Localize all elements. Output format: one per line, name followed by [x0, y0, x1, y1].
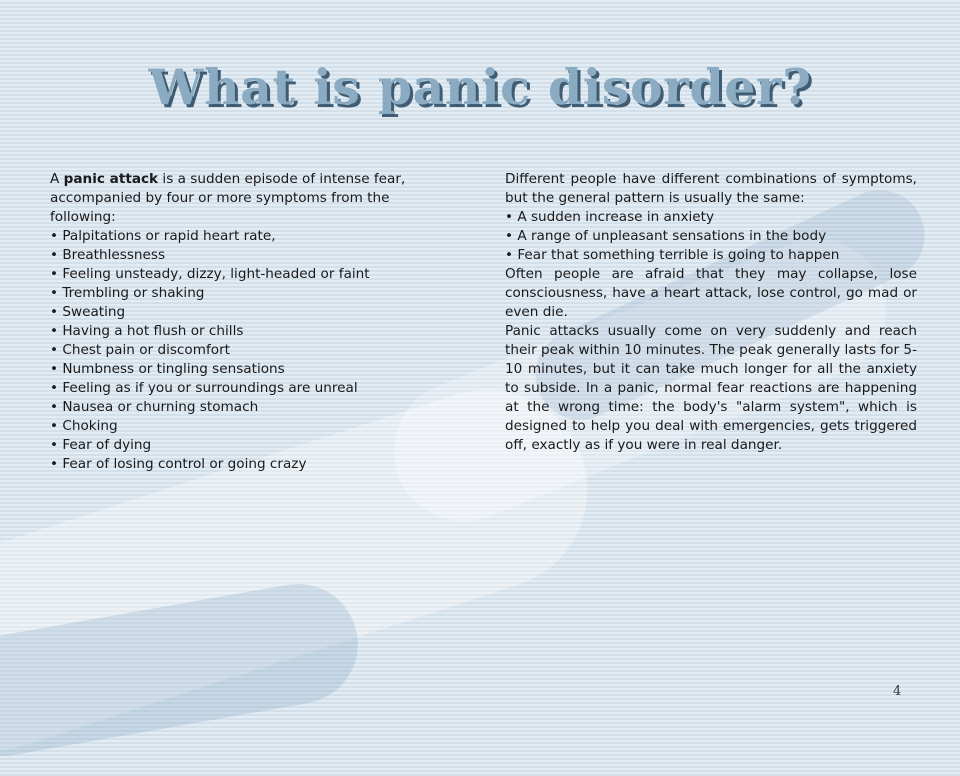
symptom-item: • Fear of losing control or going crazy	[50, 456, 307, 472]
pattern-item: • A sudden increase in anxiety	[505, 209, 715, 225]
slide-number: 4	[893, 684, 902, 699]
symptom-item: • Feeling unsteady, dizzy, light-headed or faint	[50, 266, 370, 282]
symptom-item: • Fear of dying	[50, 437, 152, 453]
symptom-item: • Sweating	[50, 304, 126, 320]
intro-text-end: is a sudden episode of intense fear, accompanied by four or more symptoms from the following:	[50, 171, 406, 225]
background-hand-shadow	[0, 574, 367, 765]
right-intro: Different people have different combinations of symptoms, but the general pattern is usually the same:	[505, 171, 917, 206]
left-intro	[50, 170, 430, 227]
pattern-item: • Fear that something terrible is going to happen	[505, 247, 840, 263]
symptom-item: • Numbness or tingling sensations	[50, 361, 285, 377]
right-column	[505, 170, 917, 455]
symptom-item: • Feeling as if you or surroundings are unreal	[50, 380, 358, 396]
pattern-item: • A range of unpleasant sensations in the body	[505, 228, 827, 244]
intro-text-start: A	[50, 171, 64, 187]
intro-bold-term: panic attack	[63, 171, 159, 187]
symptom-item: • Chest pain or discomfort	[50, 342, 230, 358]
panic-attack-paragraph: Panic attacks usually come on very suddenly and reach their peak within 10 minutes. The peak generally lasts for 5-10 minutes, but it can take much longer for all the anxiety to subside. In a panic, normal fear reactions are happening at the wrong time: the body's "alarm system", which is designed to help you deal with emergencies, gets triggered off, exactly as if you were in real danger.	[505, 323, 917, 453]
symptom-item: • Choking	[50, 418, 118, 434]
left-column	[50, 170, 430, 474]
symptom-item: • Breathlessness	[50, 247, 166, 263]
slide-title: What is panic disorder?	[148, 58, 812, 116]
fears-paragraph: Often people are afraid that they may collapse, lose consciousness, have a heart attack, lose control, go mad or even die.	[505, 266, 917, 320]
symptom-item: • Palpitations or rapid heart rate,	[50, 228, 276, 244]
symptom-item: • Having a hot flush or chills	[50, 323, 244, 339]
symptom-item: • Nausea or churning stomach	[50, 399, 259, 415]
symptom-item: • Trembling or shaking	[50, 285, 205, 301]
